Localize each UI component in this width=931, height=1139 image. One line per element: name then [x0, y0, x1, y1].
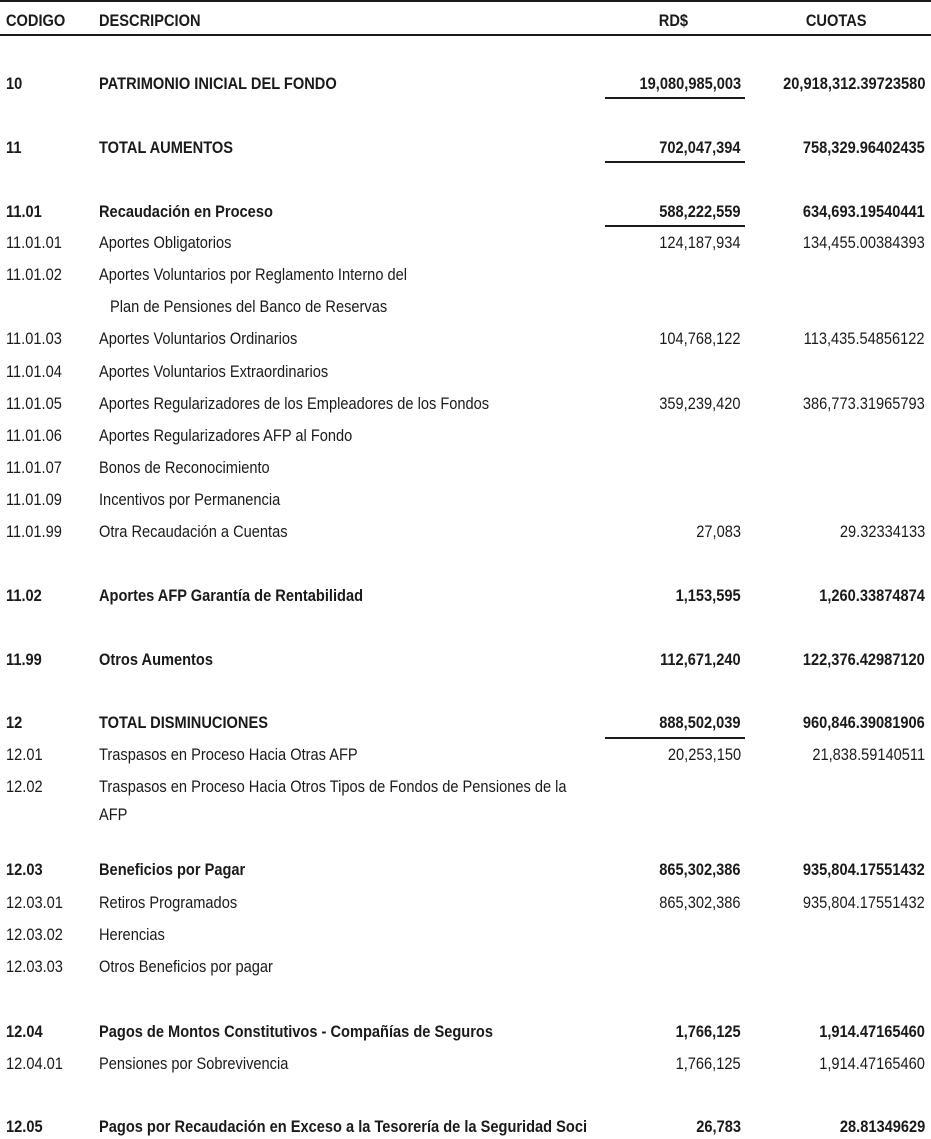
row-code: 11.01.02 [6, 265, 62, 284]
row-code: 11.01.99 [6, 522, 62, 541]
row-code: 11.01.05 [6, 394, 62, 413]
row-rd: 112,671,240 [660, 650, 741, 669]
row-cuotas: 20,918,312.39723580 [782, 74, 925, 93]
row-description: Pensiones por Sobrevivencia [99, 1054, 289, 1073]
top-rule [0, 0, 931, 2]
row-code: 11.02 [6, 586, 42, 605]
row-description: Aportes Regularizadores AFP al Fondo [99, 426, 353, 445]
subtotal-rule [605, 737, 745, 739]
row-description: Aportes Voluntarios Ordinarios [99, 329, 298, 348]
row-cuotas: 386,773.31965793 [803, 394, 925, 413]
row-description: Pagos por Recaudación en Exceso a la Tesorería de la Seguridad Soci [99, 1117, 588, 1136]
subtotal-rule [605, 225, 745, 227]
row-description: Aportes Voluntarios por Reglamento Interno del [99, 265, 408, 284]
row-description: Aportes AFP Garantía de Rentabilidad [99, 586, 364, 605]
row-cuotas: 634,693.19540441 [803, 202, 925, 221]
row-description: TOTAL AUMENTOS [99, 138, 234, 157]
header-codigo: CODIGO [6, 11, 66, 30]
row-code: 11.99 [6, 650, 42, 669]
row-description: Beneficios por Pagar [99, 860, 246, 879]
row-description: Otros Beneficios por pagar [99, 957, 273, 976]
row-rd: 26,783 [696, 1117, 741, 1136]
row-description: PATRIMONIO INICIAL DEL FONDO [99, 74, 337, 93]
row-cuotas: 29.32334133 [839, 522, 925, 541]
row-rd: 104,768,122 [659, 329, 741, 348]
row-code: 11 [6, 138, 22, 157]
row-code: 11.01.07 [6, 458, 62, 477]
row-rd: 1,766,125 [675, 1054, 741, 1073]
row-description: Pagos de Montos Constitutivos - Compañías de Seguros [99, 1022, 493, 1041]
row-rd: 588,222,559 [659, 202, 741, 221]
row-code: 12.03 [6, 860, 43, 879]
row-code: 11.01.03 [6, 329, 62, 348]
row-code: 11.01 [6, 202, 42, 221]
row-cuotas: 758,329.96402435 [803, 138, 925, 157]
row-rd: 1,766,125 [675, 1022, 741, 1041]
row-rd: 19,080,985,003 [639, 74, 741, 93]
row-rd: 888,502,039 [659, 713, 741, 732]
row-code: 11.01.01 [6, 233, 62, 252]
header-cuotas: CUOTAS [806, 11, 867, 30]
row-code: 12.04 [6, 1022, 43, 1041]
row-description: Incentivos por Permanencia [99, 490, 281, 509]
row-rd: 359,239,420 [659, 394, 741, 413]
row-description: Bonos de Reconocimiento [99, 458, 270, 477]
row-description: Aportes Regularizadores de los Empleadores de los Fondos [99, 394, 490, 413]
row-code: 12.03.03 [6, 957, 63, 976]
row-code: 12 [6, 713, 23, 732]
row-code: 12.03.02 [6, 925, 63, 944]
row-code: 12.01 [6, 745, 43, 764]
row-description: TOTAL DISMINUCIONES [99, 713, 268, 732]
row-cuotas: 113,435.54856122 [804, 329, 925, 348]
row-cuotas: 1,260.33874874 [819, 586, 925, 605]
row-description-clip [99, 1117, 606, 1139]
row-description: Aportes Voluntarios Extraordinarios [99, 362, 329, 381]
row-code: 11.01.09 [6, 490, 62, 509]
row-code: 12.03.01 [6, 893, 63, 912]
row-cuotas: 122,376.42987120 [803, 650, 925, 669]
header-descripcion: DESCRIPCION [99, 11, 201, 30]
row-cuotas: 1,914.47165460 [819, 1054, 925, 1073]
row-description: Aportes Obligatorios [99, 233, 232, 252]
row-description: Herencias [99, 925, 165, 944]
row-cuotas: 21,838.59140511 [812, 745, 925, 764]
header-rd: RD$ [658, 11, 688, 30]
row-code: 12.02 [6, 777, 43, 796]
row-description: Recaudación en Proceso [99, 202, 273, 221]
row-code: 12.04.01 [6, 1054, 63, 1073]
row-code: 12.05 [6, 1117, 43, 1136]
row-rd: 124,187,934 [659, 233, 741, 252]
row-description-continued: Plan de Pensiones del Banco de Reservas [110, 297, 388, 316]
row-description: Traspasos en Proceso Hacia Otros Tipos de Fondos de Pensiones de la [99, 777, 567, 796]
row-rd: 865,302,386 [659, 893, 741, 912]
row-rd: 20,253,150 [667, 745, 741, 764]
row-cuotas: 935,804.17551432 [803, 860, 925, 879]
subtotal-rule [605, 97, 745, 99]
row-cuotas: 134,455.00384393 [803, 233, 925, 252]
row-rd: 1,153,595 [675, 586, 741, 605]
row-code: 11.01.04 [6, 362, 62, 381]
row-description: Retiros Programados [99, 893, 238, 912]
row-description: Traspasos en Proceso Hacia Otras AFP [99, 745, 358, 764]
row-rd: 27,083 [696, 522, 741, 541]
row-cuotas: 28.81349629 [839, 1117, 925, 1136]
row-cuotas: 935,804.17551432 [803, 893, 925, 912]
row-code: 10 [6, 74, 23, 93]
row-cuotas: 1,914.47165460 [819, 1022, 925, 1041]
row-code: 11.01.06 [6, 426, 62, 445]
row-description-continued: AFP [99, 805, 128, 824]
header-rule [0, 34, 931, 36]
row-description: Otros Aumentos [99, 650, 213, 669]
row-rd: 865,302,386 [659, 860, 741, 879]
row-cuotas: 960,846.39081906 [803, 713, 925, 732]
subtotal-rule [605, 161, 745, 163]
row-rd: 702,047,394 [659, 138, 741, 157]
row-description: Otra Recaudación a Cuentas [99, 522, 288, 541]
